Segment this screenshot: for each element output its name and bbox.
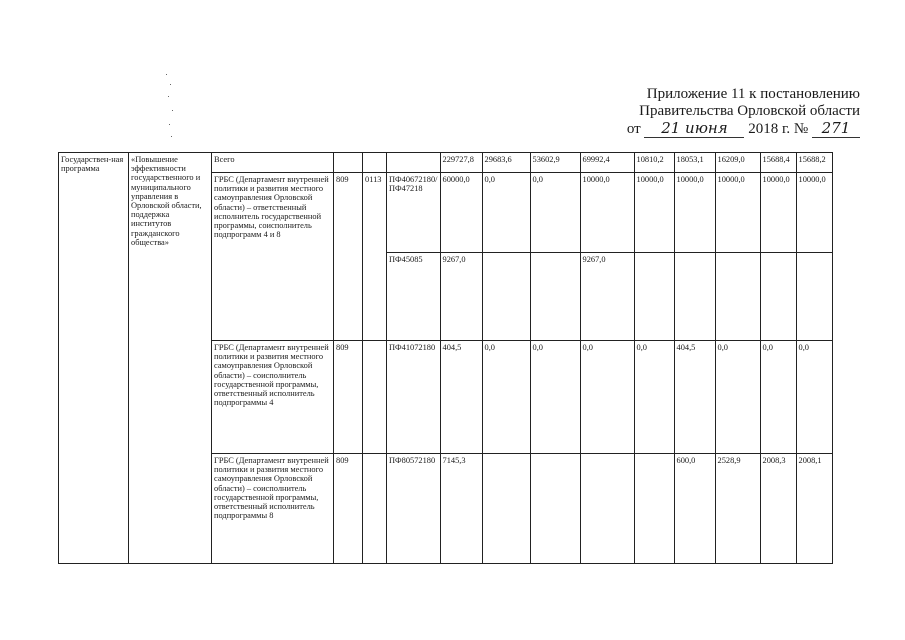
- total-value: 15688,2: [796, 153, 832, 173]
- value-cell: [760, 253, 796, 341]
- value-cell: 10000,0: [580, 173, 634, 253]
- value-cell: 0,0: [482, 341, 530, 454]
- value-cell: [634, 454, 674, 564]
- value-cell: 10000,0: [715, 173, 760, 253]
- total-label: Всего: [212, 153, 334, 173]
- status-cell: Государствен-ная программа: [59, 153, 129, 564]
- executor-cell: ГРБС (Департамент внутренней политики и развития местного самоуправления Орловской области) – соисполнитель государственной программы, ответственный исполнитель подпрограммы 8: [212, 454, 334, 564]
- value-cell: 0,0: [715, 341, 760, 454]
- header-line-1: Приложение 11 к постановлению: [646, 86, 860, 102]
- executor-cell: ГРБС (Департамент внутренней политики и развития местного самоуправления Орловской области) – ответственный исполнитель государственной программы, соисполнитель подпрограмм 4 и 8: [212, 173, 334, 341]
- value-cell: [530, 454, 580, 564]
- csr-cell: ПФ45085: [387, 253, 441, 341]
- value-cell: [634, 253, 674, 341]
- value-cell: 2008,1: [796, 454, 832, 564]
- header-year: 2018 г. №: [748, 121, 809, 137]
- value-cell: [715, 253, 760, 341]
- value-cell: 2528,9: [715, 454, 760, 564]
- csr-cell: ПФ41072180: [387, 341, 441, 454]
- value-cell: [482, 253, 530, 341]
- grbs-cell: 809: [334, 341, 363, 454]
- value-cell: 9267,0: [580, 253, 634, 341]
- total-csr: [387, 153, 441, 173]
- executor-cell: ГРБС (Департамент внутренней политики и развития местного самоуправления Орловской области) – соисполнитель государственной программы, ответственный исполнитель подпрограммы 4: [212, 341, 334, 454]
- value-cell: 0,0: [760, 341, 796, 454]
- value-cell: 10000,0: [796, 173, 832, 253]
- funding-table: [58, 152, 833, 564]
- value-cell: 9267,0: [440, 253, 482, 341]
- appendix-header: [560, 86, 860, 138]
- rzpr-cell: 0113: [363, 173, 387, 341]
- value-cell: 10000,0: [674, 173, 715, 253]
- grbs-cell: 809: [334, 173, 363, 341]
- total-value: 10810,2: [634, 153, 674, 173]
- value-cell: 7145,3: [440, 454, 482, 564]
- program-name-cell: «Повышение эффективности государственного и муниципального управления в Орловской области, поддержка институтов гражданского общества»: [129, 153, 212, 564]
- rzpr-cell: [363, 341, 387, 454]
- total-value: 16209,0: [715, 153, 760, 173]
- scan-specks: [160, 70, 180, 150]
- value-cell: 60000,0: [440, 173, 482, 253]
- value-cell: 0,0: [530, 341, 580, 454]
- value-cell: 10000,0: [634, 173, 674, 253]
- value-cell: 0,0: [530, 173, 580, 253]
- value-cell: 0,0: [796, 341, 832, 454]
- total-value: 53602,9: [530, 153, 580, 173]
- total-value: 18053,1: [674, 153, 715, 173]
- handwritten-number: 271: [812, 120, 860, 138]
- handwritten-date: 21 июня: [644, 120, 744, 138]
- grbs-cell: 809: [334, 454, 363, 564]
- total-value: 69992,4: [580, 153, 634, 173]
- total-value: 229727,8: [440, 153, 482, 173]
- value-cell: [482, 454, 530, 564]
- value-cell: 0,0: [580, 341, 634, 454]
- value-cell: [796, 253, 832, 341]
- header-from: от: [626, 121, 641, 137]
- value-cell: 10000,0: [760, 173, 796, 253]
- value-cell: 404,5: [440, 341, 482, 454]
- header-line-3: [560, 120, 860, 138]
- value-cell: [674, 253, 715, 341]
- csr-cell: ПФ80572180: [387, 454, 441, 564]
- value-cell: 0,0: [634, 341, 674, 454]
- total-value: 29683,6: [482, 153, 530, 173]
- value-cell: 600,0: [674, 454, 715, 564]
- header-line-2: Правительства Орловской области: [639, 103, 860, 119]
- value-cell: 0,0: [482, 173, 530, 253]
- total-row: [59, 153, 833, 173]
- value-cell: [530, 253, 580, 341]
- total-grbs: [334, 153, 363, 173]
- csr-cell: ПФ40672180/ПФ47218: [387, 173, 441, 253]
- rzpr-cell: [363, 454, 387, 564]
- total-rzpr: [363, 153, 387, 173]
- total-value: 15688,4: [760, 153, 796, 173]
- value-cell: 404,5: [674, 341, 715, 454]
- value-cell: [580, 454, 634, 564]
- value-cell: 2008,3: [760, 454, 796, 564]
